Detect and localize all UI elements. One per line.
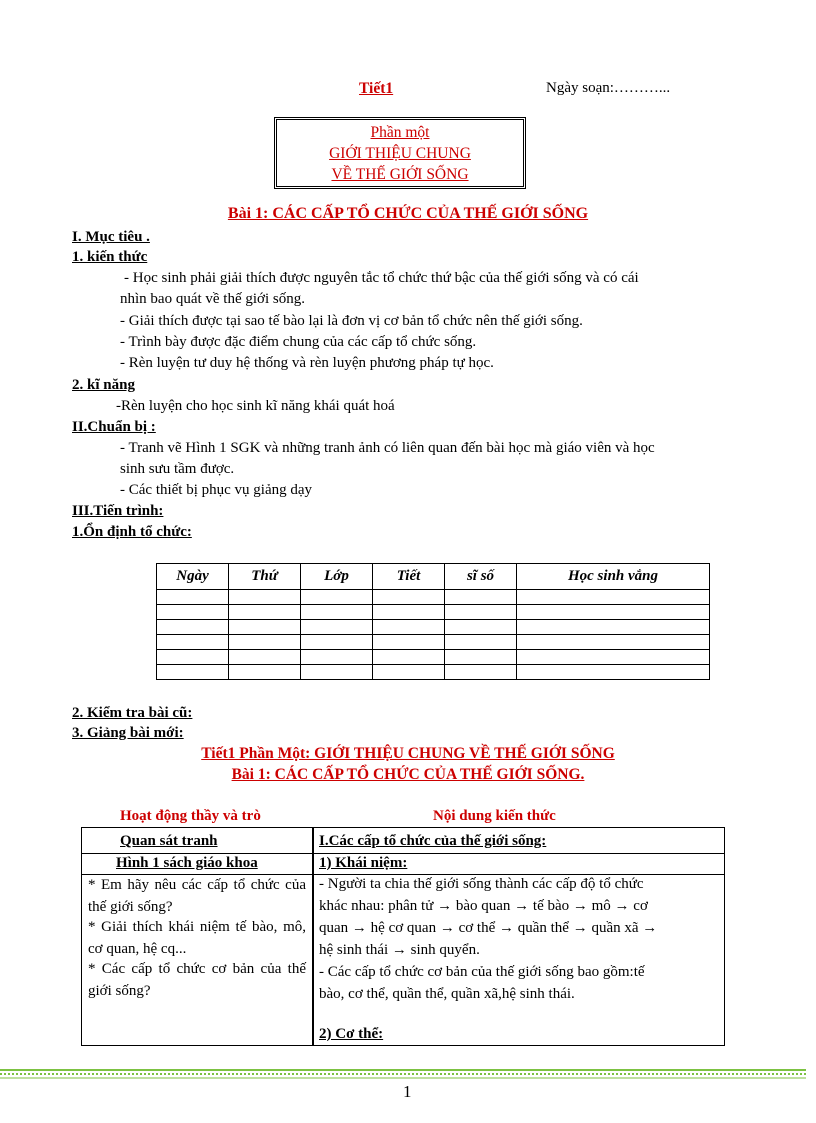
knowledge-item-1-cont: nhìn bao quát về thế giới sống. <box>120 291 305 307</box>
concept-line-3: quan → hệ cơ quan → cơ thể → quần thể → quần xã → <box>319 920 658 936</box>
preparation-date: Ngày soạn:………... <box>546 80 671 96</box>
table-row <box>157 635 710 650</box>
lesson-heading-line-2: Bài 1: CÁC CẤP TỔ CHỨC CỦA THẾ GIỚI SỐNG. <box>231 766 585 783</box>
knowledge-heading: 1. kiến thức <box>72 249 148 265</box>
concept-line-1: - Người ta chia thế giới sống thành các cấp độ tổ chức <box>319 876 644 892</box>
attendance-table <box>156 563 710 680</box>
knowledge-item-2: - Giải thích được tại sao tế bào lại là đơn vị cơ bản tổ chức nên thế giới sống. <box>120 313 583 329</box>
part-title-line-2: GIỚI THIỆU CHUNG <box>329 145 471 162</box>
process-heading: III.Tiến trình: <box>72 503 164 519</box>
col-si-so: sĩ số <box>445 564 517 590</box>
concept-line-4: hệ sinh thái → sinh quyển. <box>319 942 480 958</box>
col-tiet: Tiết <box>373 564 445 590</box>
lesson-heading-line-1: Tiết1 Phần Một: GIỚI THIỆU CHUNG VỀ THẾ GIỚI SỐNG <box>201 745 615 762</box>
skills-heading: 2. kĩ năng <box>72 377 135 393</box>
question-1: * Em hãy nêu các cấp tổ chức của thế giới sống? <box>88 877 306 915</box>
col-ngay: Ngày <box>157 564 229 590</box>
lesson-title: Bài 1: CÁC CẤP TỔ CHỨC CỦA THẾ GIỚI SỐNG <box>227 205 589 222</box>
section-objectives-heading: I. Mục tiêu . <box>72 229 150 245</box>
knowledge-item-3: - Trình bày được đặc điểm chung của các cấp tổ chức sống. <box>120 334 477 350</box>
attendance-header-row <box>157 564 710 590</box>
activity-table <box>81 827 725 1046</box>
preparation-item-1: - Tranh vẽ Hình 1 SGK và những tranh ảnh có liên quan đến bài học mà giáo viên và học <box>120 440 655 456</box>
old-lesson-check-heading: 2. Kiểm tra bài cũ: <box>72 705 193 721</box>
activity-right-header: Nội dung kiến thức <box>433 808 556 824</box>
question-3: * Các cấp tổ chức cơ bản của thế giới sống? <box>88 961 306 999</box>
content-column <box>314 828 724 1045</box>
table-row <box>157 605 710 620</box>
concept-heading: 1) Khái niệm: <box>319 855 408 871</box>
part-title-line-1: Phần một <box>370 124 430 141</box>
basic-levels-line-2: bào, cơ thể, quần thể, quần xã,hệ sinh thái. <box>319 986 575 1002</box>
knowledge-item-1: - Học sinh phải giải thích được nguyên tắc tổ chức thứ bậc của thế giới sống và có cái <box>124 270 639 286</box>
knowledge-item-4: - Rèn luyện tư duy hệ thống và rèn luyện phương pháp tự học. <box>120 355 494 371</box>
preparation-item-1-cont: sinh sưu tầm được. <box>120 461 235 477</box>
footer-rule <box>0 1068 806 1080</box>
teacher-student-column <box>82 828 314 1045</box>
class-organization-heading: 1.Ổn định tổ chức: <box>72 524 192 540</box>
col-lop: Lớp <box>301 564 373 590</box>
page-number: 1 <box>403 1082 412 1101</box>
col-hoc-sinh-vang: Học sinh vắng <box>517 564 710 590</box>
basic-levels-line-1: - Các cấp tổ chức cơ bản của thế giới sống bao gồm:tế <box>319 964 645 980</box>
textbook-figure-title: Hình 1 sách giáo khoa <box>116 855 258 871</box>
concept-line-2: khác nhau: phân tử → bào quan → tế bào → mô → cơ <box>319 898 648 914</box>
col-thu: Thứ <box>229 564 301 590</box>
new-lesson-heading: 3. Giảng bài mới: <box>72 725 184 741</box>
table-row <box>157 665 710 680</box>
observe-picture-title: Quan sát tranh <box>120 833 218 849</box>
organism-heading: 2) Cơ thể: <box>319 1026 384 1042</box>
question-2: * Giải thích khái niệm tế bào, mô, cơ quan, hệ cq... <box>88 919 306 957</box>
preparation-item-2: - Các thiết bị phục vụ giảng dạy <box>120 482 313 498</box>
activity-left-header: Hoạt động thầy và trò <box>120 808 261 824</box>
preparation-heading: II.Chuẩn bị : <box>72 419 156 435</box>
table-row <box>157 620 710 635</box>
part-title-box <box>274 117 526 189</box>
lesson-number: Tiết1 <box>359 80 394 97</box>
table-row <box>157 590 710 605</box>
content-section-title: I.Các cấp tổ chức của thế giới sống: <box>319 833 547 849</box>
skills-item: -Rèn luyện cho học sinh kĩ năng khái quát hoá <box>116 398 395 414</box>
part-title-line-3: VỀ THẾ GIỚI SỐNG <box>331 166 469 183</box>
table-row <box>157 650 710 665</box>
